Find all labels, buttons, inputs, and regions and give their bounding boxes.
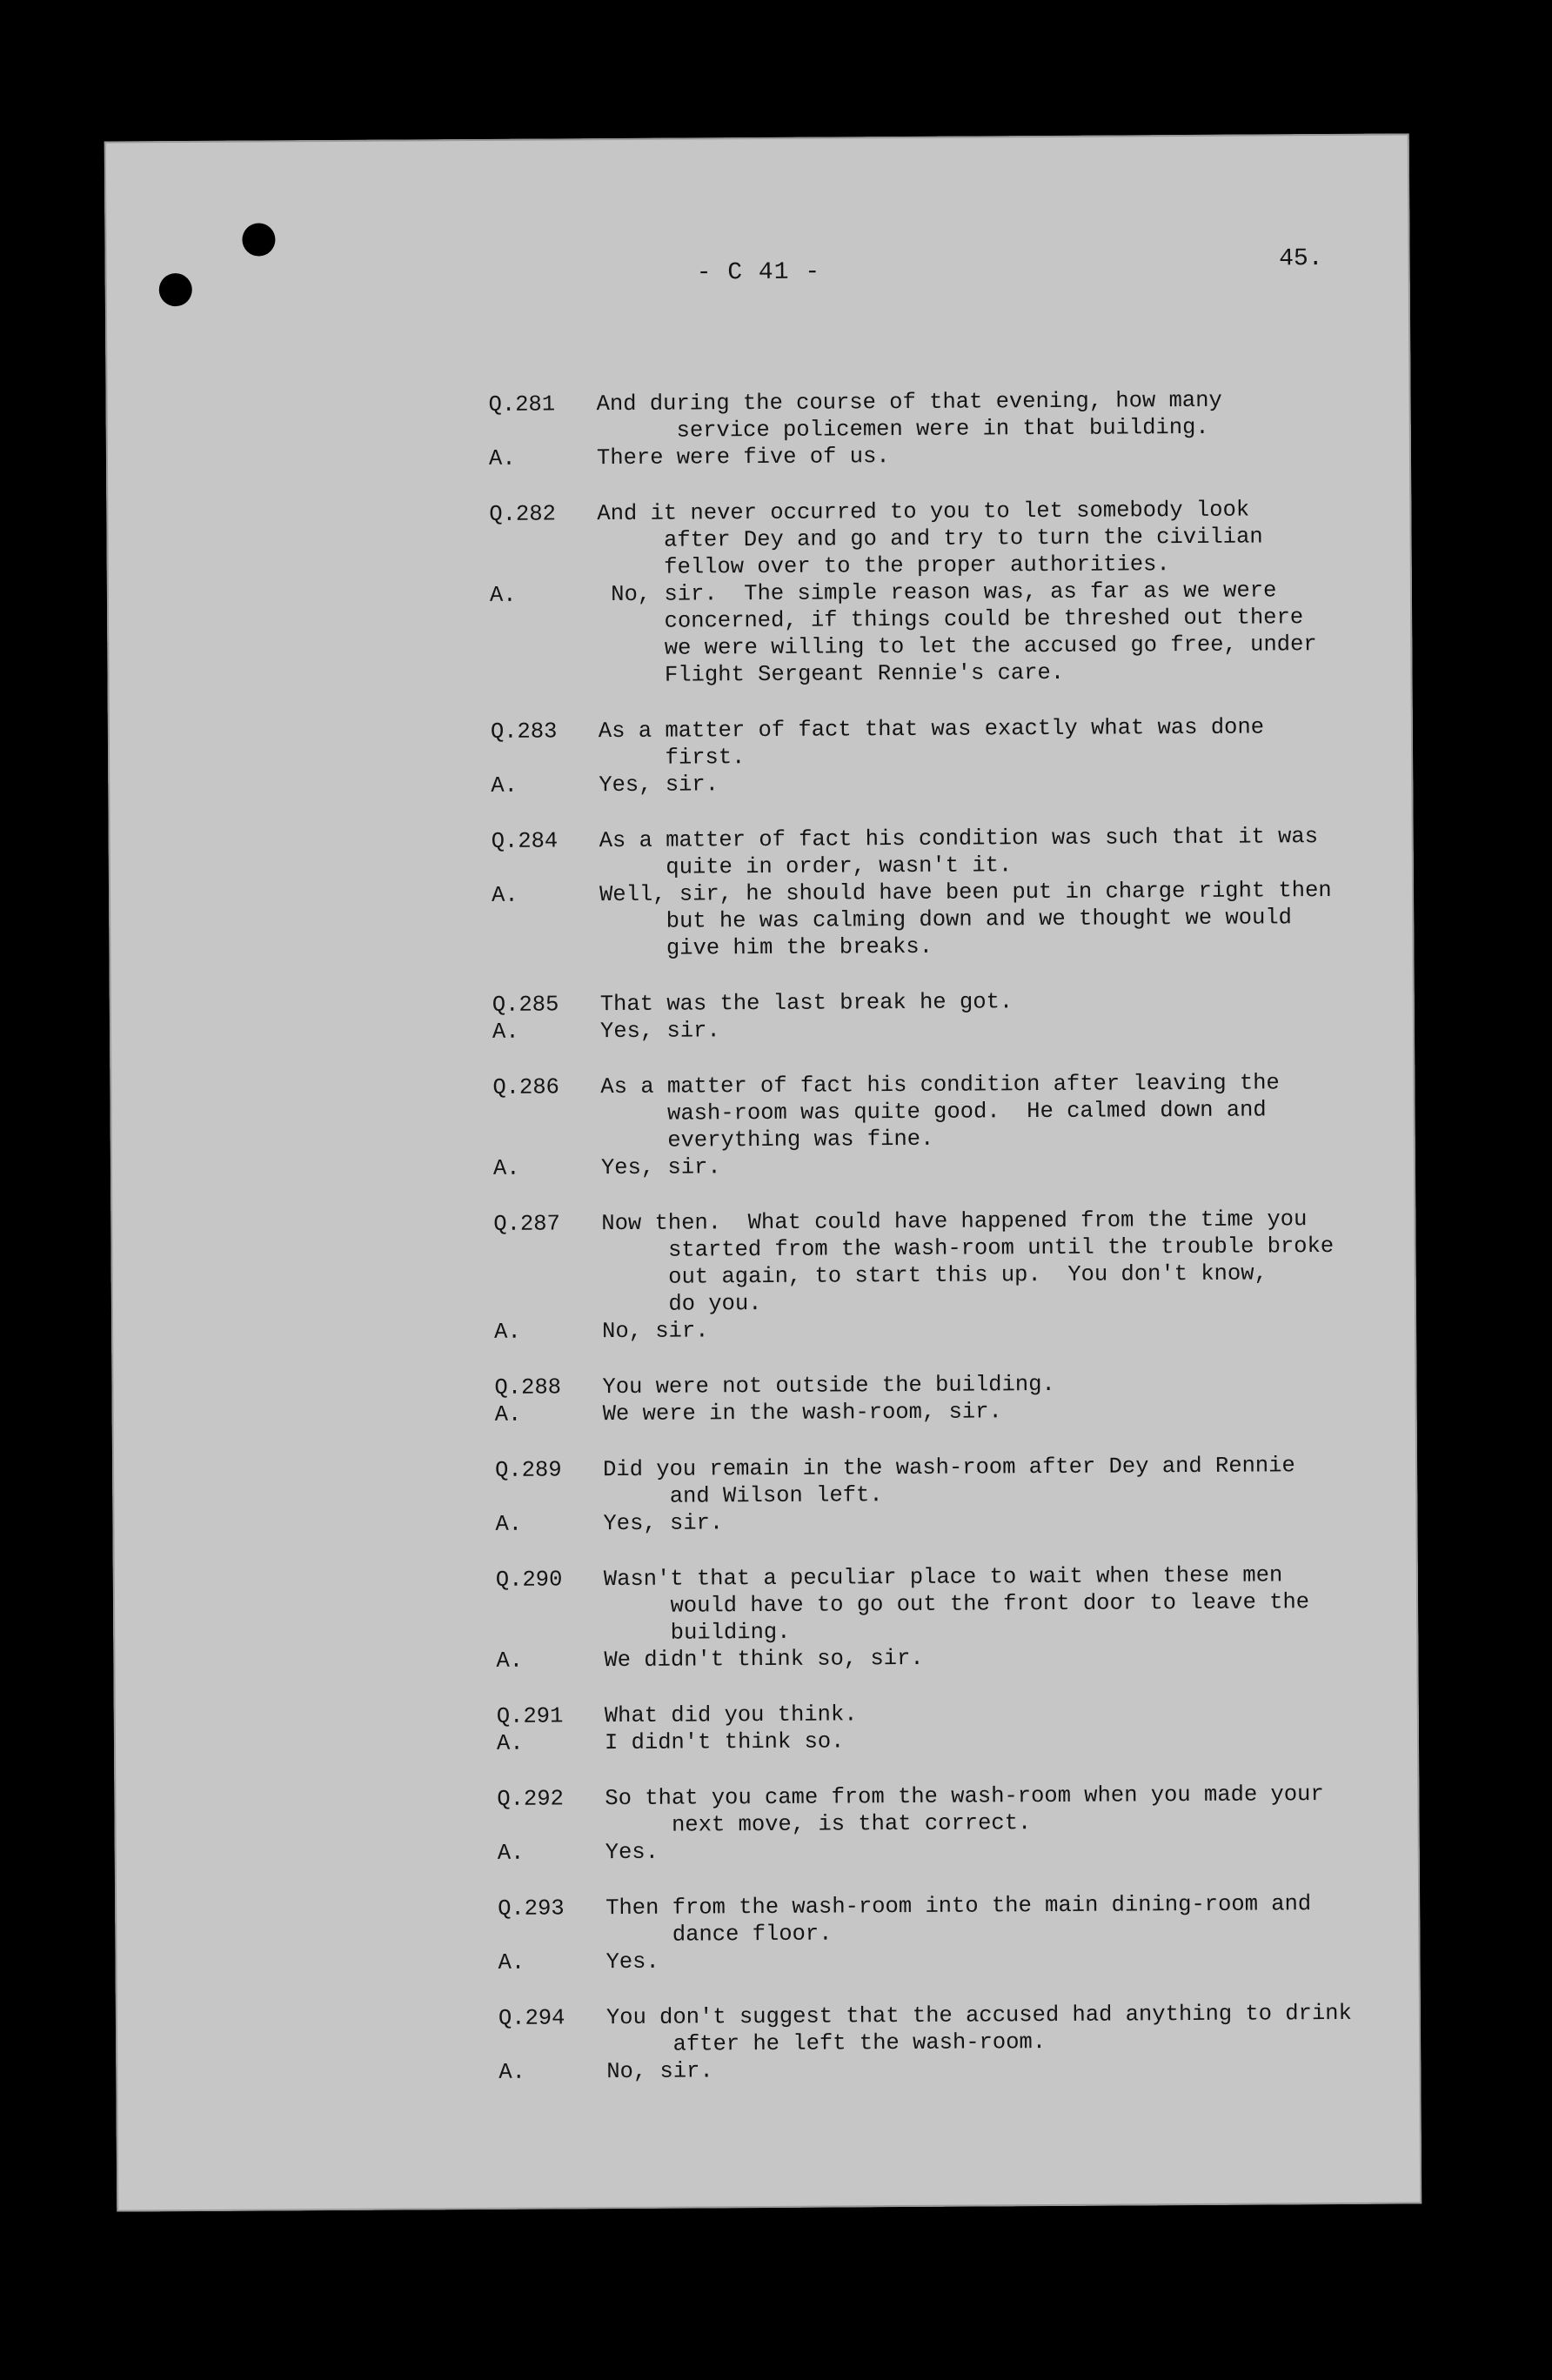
qa-block xyxy=(492,986,1362,1046)
question-text: As a matter of fact his condition was such that it was quite in order, wasn't it. xyxy=(599,824,1319,881)
answer-text: Yes, sir. xyxy=(603,1510,724,1537)
question-text: That was the last break he got. xyxy=(599,989,1013,1018)
answer-label: A. xyxy=(491,772,518,799)
question-text: Did you remain in the wash-room after Dey and Rennie and Wilson left. xyxy=(602,1453,1295,1510)
qa-block xyxy=(492,823,1362,963)
qa-block xyxy=(491,713,1361,799)
question-number: Q.288 xyxy=(494,1374,562,1401)
answer-label: A. xyxy=(498,1949,525,1976)
answer-label: A. xyxy=(495,1511,523,1537)
answer-label: A. xyxy=(488,445,516,471)
question-text: As a matter of fact his condition after leaving the wash-room was quite good. He calmed down and everything was fine. xyxy=(600,1070,1280,1154)
qa-block xyxy=(489,386,1360,472)
question-number: Q.286 xyxy=(492,1074,560,1100)
question-number: Q.285 xyxy=(492,992,559,1018)
question-number: Q.291 xyxy=(496,1703,564,1729)
question-number: Q.282 xyxy=(489,501,556,527)
document-page xyxy=(104,133,1422,2211)
answer-text: Yes, sir. xyxy=(599,1018,720,1045)
answer-text: Well, sir, he should have been put in charge right then but he was calming down and we thought we would give him the breaks. xyxy=(599,878,1332,962)
answer-text: Yes. xyxy=(605,1949,659,1976)
answer-text: Yes. xyxy=(605,1839,659,1866)
answer-text: We didn't think so, sir. xyxy=(604,1645,924,1674)
question-text: Wasn't that a peculiar place to wait when these men would have to go out the front door to leave the building. xyxy=(603,1562,1310,1647)
answer-text: No, sir. xyxy=(606,2058,713,2085)
punch-hole xyxy=(159,273,192,306)
qa-block xyxy=(494,1369,1364,1428)
question-text: You were not outside the building. xyxy=(602,1371,1055,1401)
question-number: Q.287 xyxy=(493,1211,560,1237)
qa-block xyxy=(498,1890,1368,1976)
question-text: You don't suggest that the accused had anything to drink after he left the wash-room. xyxy=(605,2000,1352,2058)
question-number: Q.283 xyxy=(490,719,558,745)
transcript xyxy=(489,386,1369,2115)
answer-label: A. xyxy=(494,1401,522,1427)
question-text: And it never occurred to you to let somebody look after Dey and go and try to turn the civilian fellow over to the proper authorities. xyxy=(597,497,1263,581)
answer-label: A. xyxy=(496,1648,524,1674)
qa-block xyxy=(497,1698,1367,1757)
question-number: Q.294 xyxy=(498,2005,565,2031)
answer-label: A. xyxy=(491,882,518,908)
section-code: - C 41 - xyxy=(696,258,821,287)
answer-label: A. xyxy=(492,1019,519,1045)
qa-block xyxy=(496,1561,1367,1675)
qa-block xyxy=(495,1452,1366,1538)
qa-block xyxy=(489,496,1360,690)
answer-label: A. xyxy=(489,582,517,608)
answer-text: Yes, sir. xyxy=(600,1154,721,1181)
page-number: 45. xyxy=(1279,245,1323,273)
question-number: Q.284 xyxy=(491,828,559,854)
answer-text: Yes, sir. xyxy=(599,772,719,799)
answer-text: There were five of us. xyxy=(596,444,890,471)
question-text: Now then. What could have happened from the time you started from the wash-room until the trouble broke out again, to start this up. You don't know, do you. xyxy=(601,1207,1335,1318)
question-number: Q.292 xyxy=(497,1786,564,1812)
answer-text: We were in the wash-room, sir. xyxy=(602,1399,1002,1427)
question-text: As a matter of fact that was exactly what was done first. xyxy=(598,714,1265,772)
answer-text: I didn't think so. xyxy=(604,1728,845,1756)
question-text: And during the course of that evening, how many service policemen were in that building. xyxy=(596,387,1222,445)
punch-hole xyxy=(242,223,275,256)
qa-block xyxy=(492,1069,1363,1182)
answer-label: A. xyxy=(492,1155,520,1181)
qa-block xyxy=(497,1781,1368,1867)
question-text: Then from the wash-room into the main dining-room and dance floor. xyxy=(605,1891,1312,1949)
answer-label: A. xyxy=(497,1840,525,1866)
answer-text: No, sir. xyxy=(602,1318,709,1345)
question-number: Q.293 xyxy=(498,1895,565,1922)
question-number: Q.290 xyxy=(495,1567,563,1593)
question-text: So that you came from the wash-room when you made your next move, is that correct. xyxy=(605,1782,1324,1839)
answer-label: A. xyxy=(494,1319,521,1345)
question-text: What did you think. xyxy=(604,1701,858,1729)
question-number: Q.281 xyxy=(488,391,556,418)
question-number: Q.289 xyxy=(494,1457,562,1483)
answer-label: A. xyxy=(498,2059,526,2085)
answer-text: No, sir. The simple reason was, as far as we were concerned, if things could be threshed out there we were willing to let the accused go free, under Flight Sergeant Rennie's care. xyxy=(597,578,1317,689)
qa-block xyxy=(498,2000,1369,2086)
answer-label: A. xyxy=(496,1730,524,1756)
qa-block xyxy=(493,1206,1364,1346)
